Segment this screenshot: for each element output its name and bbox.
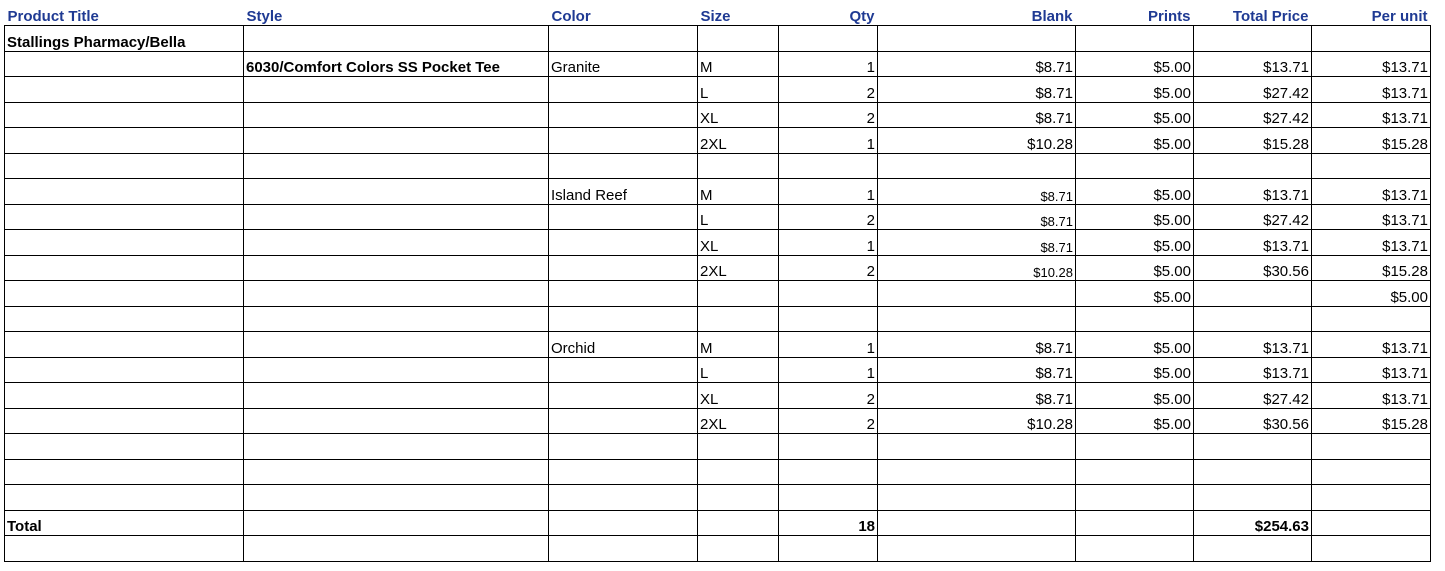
cell-per-unit[interactable] xyxy=(1312,510,1431,536)
cell-total-price[interactable]: $15.28 xyxy=(1194,128,1312,154)
cell-color[interactable] xyxy=(549,26,698,52)
cell-prints[interactable] xyxy=(1076,153,1194,179)
cell-style[interactable]: 6030/Comfort Colors SS Pocket Tee xyxy=(244,51,549,77)
table-row xyxy=(5,51,1431,77)
table-row xyxy=(5,153,1431,179)
cell-product-title[interactable] xyxy=(5,102,244,128)
cell-color[interactable] xyxy=(549,281,698,307)
header-per-unit[interactable]: Per unit xyxy=(1312,0,1431,26)
cell-color[interactable]: Orchid xyxy=(549,332,698,358)
cell-size[interactable]: XL xyxy=(698,102,779,128)
cell-qty[interactable]: 2 xyxy=(779,383,878,409)
cell-prints[interactable]: $5.00 xyxy=(1076,230,1194,256)
cell-qty[interactable]: 2 xyxy=(779,204,878,230)
cell-total-price[interactable]: $13.71 xyxy=(1194,357,1312,383)
cell-per-unit[interactable]: $15.28 xyxy=(1312,128,1431,154)
cell-style[interactable] xyxy=(244,383,549,409)
cell-qty[interactable] xyxy=(779,153,878,179)
cell-per-unit[interactable] xyxy=(1312,26,1431,52)
cell-per-unit[interactable] xyxy=(1312,434,1431,460)
cell-color[interactable] xyxy=(549,255,698,281)
table-row xyxy=(5,332,1431,358)
cell-size[interactable]: M xyxy=(698,51,779,77)
cell-blank[interactable] xyxy=(878,306,1076,332)
cell-product-title[interactable]: Stallings Pharmacy/Bella xyxy=(5,26,244,52)
cell-prints[interactable]: $5.00 xyxy=(1076,204,1194,230)
table-row xyxy=(5,26,1431,52)
cell-per-unit[interactable]: $15.28 xyxy=(1312,408,1431,434)
cell-prints[interactable]: $5.00 xyxy=(1076,128,1194,154)
cell-color[interactable]: Island Reef xyxy=(549,179,698,205)
cell-qty[interactable]: 1 xyxy=(779,179,878,205)
cell-size[interactable]: 2XL xyxy=(698,408,779,434)
cell-qty[interactable]: 1 xyxy=(779,357,878,383)
cell-blank[interactable]: $8.71 xyxy=(878,77,1076,103)
cell-total-price[interactable] xyxy=(1194,459,1312,485)
cell-blank[interactable] xyxy=(878,281,1076,307)
cell-blank[interactable] xyxy=(878,153,1076,179)
cell-style[interactable] xyxy=(244,536,549,562)
cell-size[interactable]: L xyxy=(698,204,779,230)
header-product-title[interactable]: Product Title xyxy=(5,0,244,26)
cell-qty[interactable]: 2 xyxy=(779,255,878,281)
cell-style[interactable] xyxy=(244,153,549,179)
cell-product-title[interactable] xyxy=(5,434,244,460)
cell-style[interactable] xyxy=(244,179,549,205)
cell-qty[interactable]: 2 xyxy=(779,102,878,128)
cell-blank[interactable] xyxy=(878,26,1076,52)
header-prints[interactable]: Prints xyxy=(1076,0,1194,26)
cell-prints[interactable]: $5.00 xyxy=(1076,281,1194,307)
cell-product-title[interactable] xyxy=(5,536,244,562)
cell-qty[interactable] xyxy=(779,434,878,460)
cell-prints[interactable] xyxy=(1076,306,1194,332)
cell-blank[interactable]: $10.28 xyxy=(878,408,1076,434)
cell-prints[interactable]: $5.00 xyxy=(1076,357,1194,383)
cell-per-unit[interactable]: $15.28 xyxy=(1312,255,1431,281)
cell-style[interactable] xyxy=(244,102,549,128)
cell-prints[interactable] xyxy=(1076,536,1194,562)
table-row xyxy=(5,357,1431,383)
cell-qty[interactable] xyxy=(779,306,878,332)
cell-style[interactable] xyxy=(244,77,549,103)
cell-per-unit[interactable]: $13.71 xyxy=(1312,179,1431,205)
cell-color[interactable] xyxy=(549,434,698,460)
cell-color[interactable] xyxy=(549,408,698,434)
cell-product-title[interactable] xyxy=(5,357,244,383)
cell-blank[interactable] xyxy=(878,536,1076,562)
cell-prints[interactable] xyxy=(1076,485,1194,511)
cell-prints[interactable]: $5.00 xyxy=(1076,179,1194,205)
cell-style[interactable] xyxy=(244,357,549,383)
cell-color[interactable] xyxy=(549,306,698,332)
cell-product-title[interactable] xyxy=(5,306,244,332)
cell-qty[interactable] xyxy=(779,26,878,52)
cell-per-unit[interactable] xyxy=(1312,153,1431,179)
cell-product-title[interactable] xyxy=(5,332,244,358)
table-row xyxy=(5,408,1431,434)
cell-color[interactable]: Granite xyxy=(549,51,698,77)
cell-size[interactable] xyxy=(698,510,779,536)
cell-product-title[interactable] xyxy=(5,485,244,511)
cell-size[interactable] xyxy=(698,536,779,562)
cell-qty[interactable] xyxy=(779,281,878,307)
cell-product-title[interactable] xyxy=(5,408,244,434)
table-row xyxy=(5,204,1431,230)
cell-total-price[interactable]: $13.71 xyxy=(1194,179,1312,205)
header-size[interactable]: Size xyxy=(698,0,779,26)
cell-style[interactable] xyxy=(244,485,549,511)
cell-blank[interactable]: $8.71 xyxy=(878,357,1076,383)
cell-total-price[interactable]: $13.71 xyxy=(1194,332,1312,358)
cell-prints[interactable] xyxy=(1076,459,1194,485)
cell-style[interactable] xyxy=(244,128,549,154)
cell-blank[interactable]: $8.71 xyxy=(878,332,1076,358)
cell-total-price[interactable] xyxy=(1194,485,1312,511)
cell-size[interactable]: 2XL xyxy=(698,255,779,281)
spreadsheet xyxy=(4,0,1431,562)
cell-blank[interactable]: $8.71 xyxy=(878,204,1076,230)
cell-prints[interactable] xyxy=(1076,434,1194,460)
table-row xyxy=(5,255,1431,281)
cell-total-price[interactable] xyxy=(1194,434,1312,460)
cell-product-title[interactable] xyxy=(5,153,244,179)
cell-qty[interactable]: 2 xyxy=(779,77,878,103)
header-color[interactable]: Color xyxy=(549,0,698,26)
cell-size[interactable]: L xyxy=(698,77,779,103)
cell-product-title[interactable]: Total xyxy=(5,510,244,536)
cell-blank[interactable]: $10.28 xyxy=(878,255,1076,281)
header-style[interactable]: Style xyxy=(244,0,549,26)
table-row xyxy=(5,434,1431,460)
cell-style[interactable] xyxy=(244,255,549,281)
cell-product-title[interactable] xyxy=(5,230,244,256)
cell-size[interactable] xyxy=(698,153,779,179)
cell-prints[interactable] xyxy=(1076,26,1194,52)
cell-per-unit[interactable]: $5.00 xyxy=(1312,281,1431,307)
cell-size[interactable]: M xyxy=(698,179,779,205)
cell-color[interactable] xyxy=(549,383,698,409)
cell-per-unit[interactable]: $13.71 xyxy=(1312,357,1431,383)
cell-product-title[interactable] xyxy=(5,204,244,230)
cell-total-price[interactable]: $27.42 xyxy=(1194,383,1312,409)
table-row xyxy=(5,179,1431,205)
cell-blank[interactable] xyxy=(878,510,1076,536)
cell-style[interactable] xyxy=(244,510,549,536)
cell-product-title[interactable] xyxy=(5,128,244,154)
table-row xyxy=(5,128,1431,154)
cell-style[interactable] xyxy=(244,332,549,358)
table-row xyxy=(5,230,1431,256)
cell-per-unit[interactable]: $13.71 xyxy=(1312,77,1431,103)
cell-qty[interactable]: 1 xyxy=(779,128,878,154)
cell-size[interactable]: XL xyxy=(698,383,779,409)
cell-color[interactable] xyxy=(549,459,698,485)
cell-style[interactable] xyxy=(244,306,549,332)
cell-prints[interactable]: $5.00 xyxy=(1076,383,1194,409)
header-row xyxy=(5,0,1431,26)
cell-prints[interactable] xyxy=(1076,510,1194,536)
cell-size[interactable]: XL xyxy=(698,230,779,256)
cell-blank[interactable]: $8.71 xyxy=(878,179,1076,205)
cell-size[interactable] xyxy=(698,485,779,511)
table-row xyxy=(5,306,1431,332)
cell-style[interactable] xyxy=(244,204,549,230)
table-row xyxy=(5,77,1431,103)
cell-size[interactable] xyxy=(698,281,779,307)
cell-product-title[interactable] xyxy=(5,459,244,485)
cell-product-title[interactable] xyxy=(5,51,244,77)
cell-per-unit[interactable] xyxy=(1312,485,1431,511)
cell-color[interactable] xyxy=(549,510,698,536)
cell-color[interactable] xyxy=(549,77,698,103)
header-total-price[interactable]: Total Price xyxy=(1194,0,1312,26)
cell-per-unit[interactable] xyxy=(1312,459,1431,485)
cell-color[interactable] xyxy=(549,357,698,383)
cell-size[interactable] xyxy=(698,459,779,485)
cell-per-unit[interactable]: $13.71 xyxy=(1312,51,1431,77)
cell-size[interactable]: L xyxy=(698,357,779,383)
cell-size[interactable]: 2XL xyxy=(698,128,779,154)
cell-blank[interactable]: $8.71 xyxy=(878,383,1076,409)
cell-total-price[interactable] xyxy=(1194,153,1312,179)
cell-color[interactable] xyxy=(549,536,698,562)
order-table xyxy=(4,0,1431,562)
cell-style[interactable] xyxy=(244,230,549,256)
cell-style[interactable] xyxy=(244,26,549,52)
cell-total-price[interactable]: $27.42 xyxy=(1194,77,1312,103)
cell-blank[interactable]: $8.71 xyxy=(878,102,1076,128)
cell-per-unit[interactable]: $13.71 xyxy=(1312,102,1431,128)
cell-style[interactable] xyxy=(244,408,549,434)
cell-prints[interactable]: $5.00 xyxy=(1076,51,1194,77)
cell-per-unit[interactable] xyxy=(1312,536,1431,562)
cell-size[interactable] xyxy=(698,434,779,460)
cell-per-unit[interactable]: $13.71 xyxy=(1312,332,1431,358)
cell-color[interactable] xyxy=(549,102,698,128)
cell-size[interactable] xyxy=(698,306,779,332)
table-row xyxy=(5,485,1431,511)
cell-prints[interactable]: $5.00 xyxy=(1076,408,1194,434)
cell-qty[interactable]: 2 xyxy=(779,408,878,434)
cell-per-unit[interactable]: $13.71 xyxy=(1312,204,1431,230)
cell-total-price[interactable] xyxy=(1194,536,1312,562)
cell-per-unit[interactable]: $13.71 xyxy=(1312,230,1431,256)
cell-qty[interactable] xyxy=(779,536,878,562)
cell-qty[interactable]: 1 xyxy=(779,332,878,358)
cell-style[interactable] xyxy=(244,434,549,460)
cell-qty[interactable] xyxy=(779,485,878,511)
table-row xyxy=(5,383,1431,409)
cell-prints[interactable]: $5.00 xyxy=(1076,77,1194,103)
cell-product-title[interactable] xyxy=(5,255,244,281)
cell-product-title[interactable] xyxy=(5,77,244,103)
cell-total-price[interactable]: $13.71 xyxy=(1194,51,1312,77)
table-body xyxy=(5,26,1431,562)
total-row xyxy=(5,510,1431,536)
cell-style[interactable] xyxy=(244,281,549,307)
cell-total-price[interactable]: $27.42 xyxy=(1194,102,1312,128)
table-row xyxy=(5,102,1431,128)
cell-total-price[interactable] xyxy=(1194,306,1312,332)
header-qty[interactable]: Qty xyxy=(779,0,878,26)
cell-blank[interactable] xyxy=(878,434,1076,460)
cell-total-price[interactable]: $30.56 xyxy=(1194,255,1312,281)
cell-style[interactable] xyxy=(244,459,549,485)
table-row xyxy=(5,281,1431,307)
cell-color[interactable] xyxy=(549,204,698,230)
cell-total-price[interactable] xyxy=(1194,281,1312,307)
cell-blank[interactable]: $8.71 xyxy=(878,51,1076,77)
cell-qty[interactable] xyxy=(779,459,878,485)
cell-product-title[interactable] xyxy=(5,281,244,307)
cell-blank[interactable]: $8.71 xyxy=(878,230,1076,256)
cell-per-unit[interactable]: $13.71 xyxy=(1312,383,1431,409)
cell-prints[interactable]: $5.00 xyxy=(1076,102,1194,128)
cell-total-price[interactable]: $30.56 xyxy=(1194,408,1312,434)
cell-total-price[interactable] xyxy=(1194,26,1312,52)
cell-blank[interactable] xyxy=(878,459,1076,485)
cell-color[interactable] xyxy=(549,230,698,256)
header-blank[interactable]: Blank xyxy=(878,0,1076,26)
cell-product-title[interactable] xyxy=(5,383,244,409)
cell-qty[interactable]: 1 xyxy=(779,51,878,77)
cell-color[interactable] xyxy=(549,485,698,511)
cell-color[interactable] xyxy=(549,153,698,179)
cell-qty[interactable]: 1 xyxy=(779,230,878,256)
cell-total-price[interactable]: $13.71 xyxy=(1194,230,1312,256)
cell-blank[interactable]: $10.28 xyxy=(878,128,1076,154)
cell-blank[interactable] xyxy=(878,485,1076,511)
cell-prints[interactable]: $5.00 xyxy=(1076,332,1194,358)
cell-product-title[interactable] xyxy=(5,179,244,205)
cell-size[interactable] xyxy=(698,26,779,52)
cell-qty[interactable]: 18 xyxy=(779,510,878,536)
cell-total-price[interactable]: $254.63 xyxy=(1194,510,1312,536)
cell-per-unit[interactable] xyxy=(1312,306,1431,332)
cell-prints[interactable]: $5.00 xyxy=(1076,255,1194,281)
cell-total-price[interactable]: $27.42 xyxy=(1194,204,1312,230)
table-row xyxy=(5,459,1431,485)
table-row xyxy=(5,536,1431,562)
cell-size[interactable]: M xyxy=(698,332,779,358)
cell-color[interactable] xyxy=(549,128,698,154)
